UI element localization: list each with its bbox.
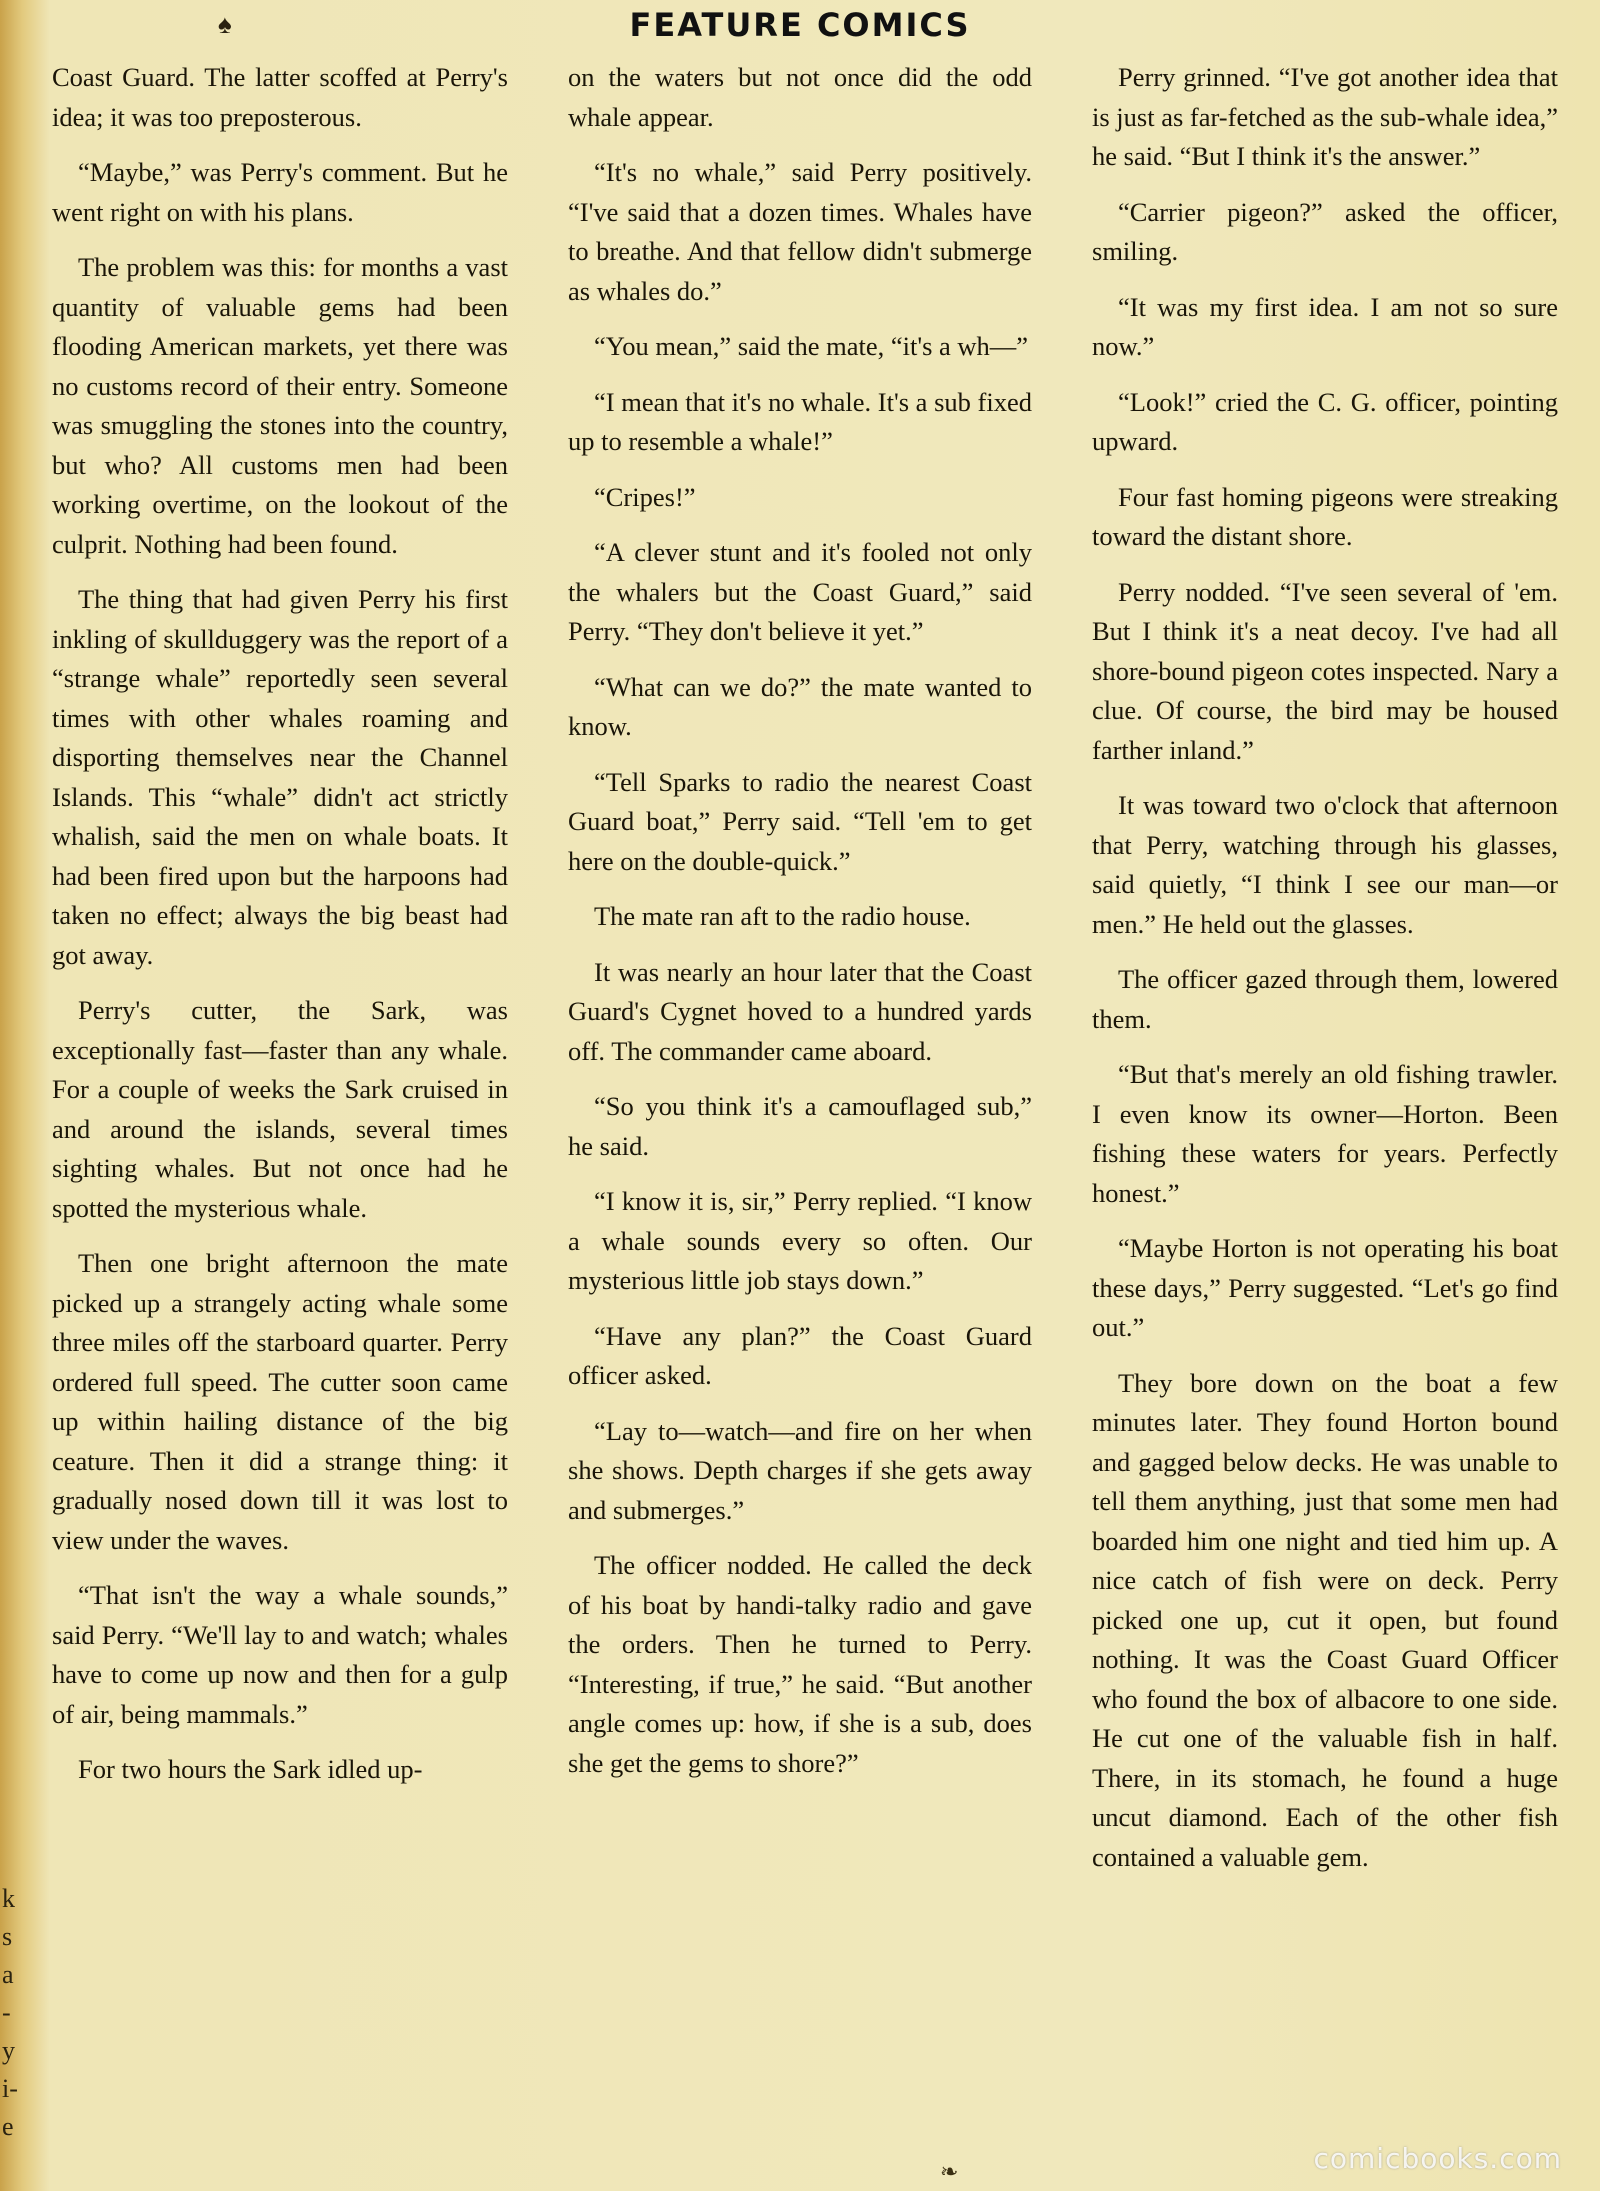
paragraph: “What can we do?” the mate wanted to know. (568, 671, 1032, 741)
paragraph: “Maybe Horton is not operating his boat these days,” Perry suggested. “Let's go find out.” (1092, 1233, 1558, 1342)
paragraph: For two hours the Sark idled up- (78, 1754, 423, 1784)
paragraph: “Lay to—watch—and fire on her when she shows. Depth charges if she gets away and submerges.” (568, 1415, 1032, 1525)
spine-letter: e (2, 2112, 14, 2141)
text-column-2 (568, 58, 1032, 1799)
paragraph: “Tell Sparks to radio the nearest Coast Guard boat,” Perry said. “Tell 'em to get here on the double-quick.” (568, 766, 1032, 876)
paragraph: Coast Guard. The latter scoffed at Perry's idea; it was too preposterous. (52, 62, 508, 132)
paragraph: “Have any plan?” the Coast Guard officer asked. (568, 1320, 1032, 1390)
paragraph: “Look!” cried the C. G. officer, pointing upward. (1092, 386, 1558, 456)
paragraph: The thing that had given Perry his first inkling of skullduggery was the report of a “strange whale” reportedly seen several times with other whales roaming and disporting themselves near the Channel Islands. This “whale” didn't act strictly whalish, said the men on whale boats. It had been fired upon but the harpoons had taken no effect; always the big beast had got away. (52, 584, 508, 970)
spine-letter: s (2, 1922, 13, 1951)
spine-letter: k (2, 1884, 15, 1913)
paragraph: The problem was this: for months a vast quantity of valuable gems had been flooding American markets, yet there was no customs record of their entry. Someone was smuggling the stones into the country, but who? All customs men had been working overtime, on the lookout of the culprit. Nothing had been found. (52, 252, 508, 559)
paragraph: Perry grinned. “I've got another idea that is just as far-fetched as the sub-whale idea,” he said. “But I think it's the answer.” (1092, 62, 1558, 171)
paragraph: Perry's cutter, the Sark, was exceptionally fast—faster than any whale. For a couple of weeks the Sark cruised in and around the islands, several times sighting whales. But not once had he spotted the mysterious whale. (52, 995, 508, 1223)
text-column-1 (52, 58, 508, 1806)
paragraph: “I know it is, sir,” Perry replied. “I know a whale sounds every so often. Our mysterious little job stays down.” (568, 1186, 1032, 1295)
paragraph: The officer gazed through them, lowered them. (1092, 964, 1558, 1034)
paragraph: Four fast homing pigeons were streaking toward the distant shore. (1092, 481, 1558, 551)
paragraph: Then one bright afternoon the mate picked up a strangely acting whale some three miles off the starboard quarter. Perry ordered full speed. The cutter soon came up within hailing distance of the big ceature. Then it did a strange thing: it gradually nosed down till it was lost to view under the waves. (52, 1248, 508, 1555)
spine-letter: i- (2, 2074, 18, 2103)
page-title: FEATURE COMICS (629, 6, 971, 44)
paragraph: Perry nodded. “I've seen several of 'em. But I think it's a neat decoy. I've had all shore-bound pigeon cotes inspected. Nary a clue. Of course, the bird may be housed farther inland.” (1092, 576, 1558, 765)
watermark: comicbooks.com (1313, 2142, 1562, 2175)
paragraph: “That isn't the way a whale sounds,” said Perry. “We'll lay to and watch; whales have to come up now and then for a gulp of air, being mammals.” (52, 1580, 508, 1729)
paragraph: “It's no whale,” said Perry positively. “I've said that a dozen times. Whales have to breathe. And that fellow didn't submerge as whales do.” (568, 157, 1032, 306)
paragraph: on the waters but not once did the odd whale appear. (568, 62, 1032, 132)
paragraph: “But that's merely an old fishing trawler. I even know its owner—Horton. Been fishing these waters for years. Perfectly honest.” (1092, 1059, 1558, 1208)
paragraph: “A clever stunt and it's fooled not only the whalers but the Coast Guard,” said Perry. “They don't believe it yet.” (568, 537, 1032, 646)
bottom-ornament-icon: ❧ (940, 2159, 959, 2184)
spine-letter: - (2, 1998, 11, 2027)
paragraph: The officer nodded. He called the deck of his boat by handi-talky radio and gave the orders. Then he turned to Perry. “Interesting, if true,” he said. “But another angle comes up: how, if she is a sub, does she get the gems to shore?” (568, 1550, 1032, 1778)
spine-bleed-letters (0, 1880, 22, 2180)
spade-ornament-icon: ♠ (218, 10, 232, 39)
paragraph: “Carrier pigeon?” asked the officer, smiling. (1092, 196, 1558, 266)
paragraph: “Cripes!” (594, 481, 696, 512)
page-header (0, 4, 1600, 48)
paragraph: “So you think it's a camouflaged sub,” he said. (568, 1091, 1032, 1161)
paragraph: “Maybe,” was Perry's comment. But he went right on with his plans. (52, 157, 508, 227)
paragraph: The mate ran aft to the radio house. (594, 901, 971, 931)
paragraph: It was nearly an hour later that the Coast Guard's Cygnet hoved to a hundred yards off. The commander came aboard. (568, 956, 1032, 1066)
paragraph: “I mean that it's no whale. It's a sub fixed up to resemble a whale!” (568, 386, 1032, 456)
paragraph: It was toward two o'clock that afternoon that Perry, watching through his glasses, said quietly, “I think I see our man—or men.” He held out the glasses. (1092, 790, 1558, 939)
text-column-3 (1092, 58, 1558, 1893)
spine-letter: a (2, 1960, 14, 1989)
paragraph: They bore down on the boat a few minutes later. They found Horton bound and gagged below decks. He was unable to tell them anything, just that some men had boarded him one night and tied him up. A nice catch of fish were on deck. Perry picked one up, cut it open, but found nothing. It was the Coast Guard Officer who found the box of albacore to one side. He cut one of the valuable fish in half. There, in its stomach, he found a huge uncut diamond. Each of the other fish contained a valuable gem. (1092, 1367, 1558, 1872)
paragraph: “You mean,” said the mate, “it's a wh—” (594, 331, 1029, 361)
paragraph: “It was my first idea. I am not so sure now.” (1092, 291, 1558, 361)
spine-letter: y (2, 2036, 15, 2065)
